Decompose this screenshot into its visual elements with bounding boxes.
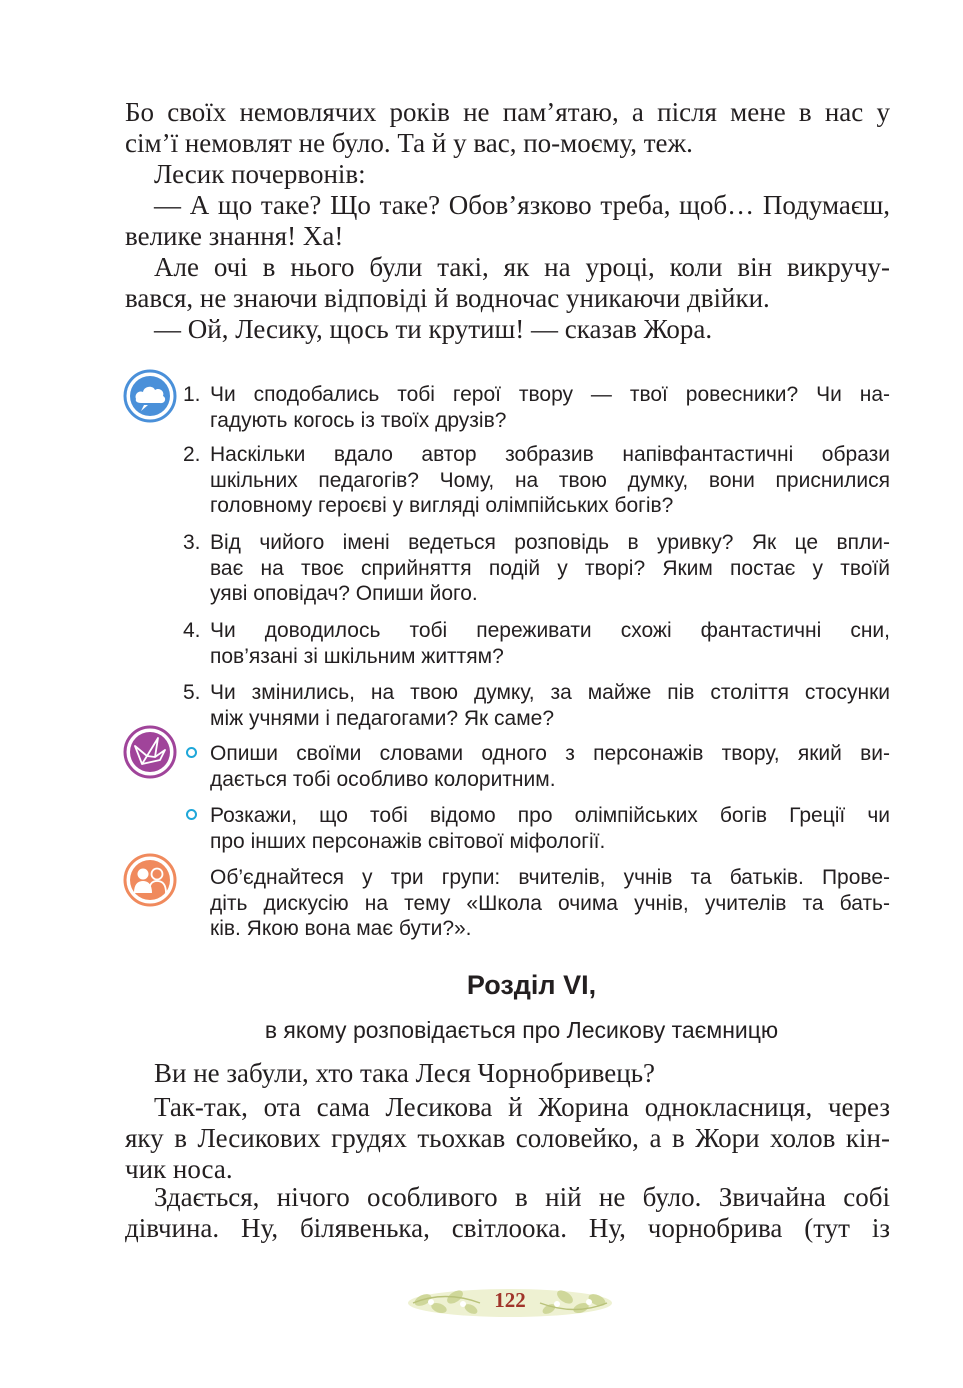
text-line: сім’ї немовлят не було. Та й у вас, по-моєму, теж. <box>125 128 693 158</box>
question-number: 2. <box>183 443 201 466</box>
page-number-ornament <box>405 1282 615 1328</box>
question-number: 4. <box>183 619 201 642</box>
text-line: гадують когось із твоїх друзів? <box>210 408 507 432</box>
people-group-icon <box>122 852 178 908</box>
text-line: про інших персонажів світової міфології. <box>210 829 606 853</box>
story-paragraph-2 <box>125 159 890 190</box>
origami-crane-icon <box>122 724 178 780</box>
bullet-icon <box>186 747 197 758</box>
text-line: ває на твоє сприйняття подій у творі? Яким постає у твоїй <box>210 556 890 580</box>
story-paragraph-8 <box>125 1182 890 1244</box>
text-line: яку в Лесикових грудях тьохкав соловейко, а в Жори холов кін- <box>125 1123 890 1153</box>
section-title: Розділ VI, <box>466 970 597 1000</box>
text-line: Ви не забули, хто така Леся Чорнобривець? <box>154 1058 656 1088</box>
thought-cloud-icon <box>122 368 178 424</box>
text-line: Здається, нічого особливого в ній не було. Звичайна собі <box>154 1182 890 1212</box>
text-line: головному героєві у вигляді олімпійських богів? <box>210 494 674 517</box>
text-line: Чи сподобались тобі герої твору — твої ровесники? Чи на- <box>210 383 890 406</box>
text-line: вався, не знаючи відповіді й водночас уникаючи двійки. <box>125 283 770 313</box>
task-text <box>210 865 890 942</box>
page-number: 122 <box>494 1288 526 1312</box>
story-paragraph-6 <box>125 1058 890 1089</box>
question-number: 5. <box>183 681 201 704</box>
text-line: дівчина. Ну, білявенька, світлоока. Ну, чорнобрива (тут із <box>125 1213 890 1243</box>
text-line: діть дискусію на тему «Школа очима учнів, учителів та бать- <box>210 891 890 915</box>
text-line: — Ой, Лесику, щось ти крутиш! — сказав Жора. <box>154 314 713 344</box>
text-line: Від чийого імені ведеться розповідь в уривку? Як це впли- <box>210 531 890 554</box>
text-line: велике знання! Ха! <box>125 221 344 251</box>
section-subtitle: в якому розповідається про Лесикову таємницю <box>264 1017 779 1043</box>
text-line: дається тобі особливо колоритним. <box>210 767 556 791</box>
text-line: уяві оповідач? Опиши його. <box>210 582 478 605</box>
story-paragraph-7 <box>125 1092 890 1185</box>
text-line: Розкажи, що тобі відомо про олімпійських богів Греції чи <box>210 804 890 827</box>
task-text <box>210 803 890 854</box>
bullet-icon <box>186 809 197 820</box>
text-line: Опиши своїми словами одного з персонажів твору, який ви- <box>210 742 890 765</box>
text-line: Бо своїх немовлячих років не пам’ятаю, а після мене в нас у <box>125 97 890 127</box>
question-text <box>210 680 890 731</box>
text-line: Чи змінились, на твою думку, за майже пів століття стосунки <box>210 681 890 704</box>
story-paragraph-4 <box>125 252 890 314</box>
text-line: Але очі в нього були такі, як на уроці, коли він викручу- <box>154 252 890 282</box>
text-line: чик носа. <box>125 1154 233 1184</box>
text-line: Так-так, ота сама Лесикова й Жорина однокласниця, через <box>154 1092 890 1122</box>
story-paragraph-1 <box>125 97 890 159</box>
text-line: Чи доводилось тобі переживати схожі фантастичні сни, <box>210 619 890 642</box>
question-number: 1. <box>183 383 201 406</box>
text-line: Лесик почервонів: <box>154 159 366 189</box>
text-line: ків. Якою вона має бути?». <box>210 917 472 940</box>
question-text <box>210 382 890 433</box>
question-text <box>210 442 890 519</box>
text-line: між учнями і педагогами? Як саме? <box>210 706 555 730</box>
text-line: — А що таке? Що таке? Обов’язково треба, щоб… Подумаєш, <box>154 190 890 220</box>
question-text <box>210 618 890 669</box>
story-paragraph-5 <box>125 314 890 345</box>
question-text <box>210 530 890 607</box>
text-line: Об’єднайтеся у три групи: вчителів, учнів та батьків. Прове- <box>210 866 890 889</box>
text-line: пов’язані зі шкільним життям? <box>210 644 504 668</box>
text-line: Наскільки вдало автор зобразив напівфантастичні образи <box>210 443 890 466</box>
text-line: шкільних педагогів? Чому, на твою думку, вони приснилися <box>210 468 890 492</box>
question-number: 3. <box>183 531 201 554</box>
story-paragraph-3 <box>125 190 890 252</box>
task-text <box>210 741 890 792</box>
